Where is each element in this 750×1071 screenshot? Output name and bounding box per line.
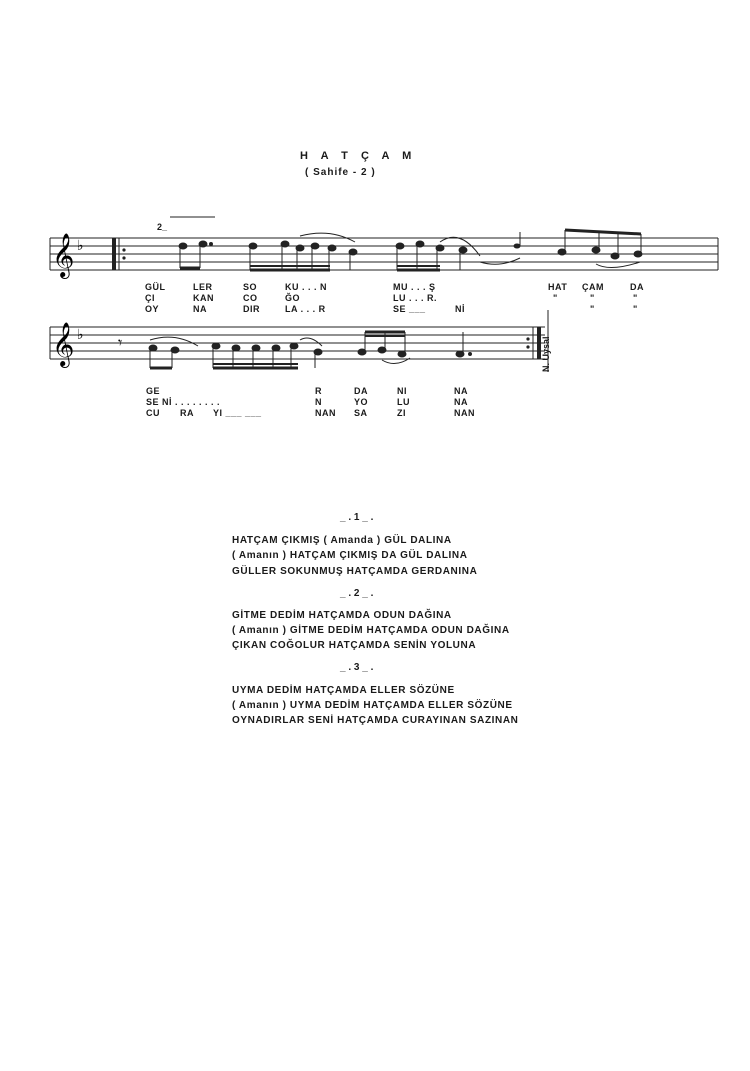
lyric-syllable: NAN [454, 408, 475, 418]
lyric-syllable: LU [397, 397, 410, 407]
verse-line: ( Amanın ) GİTME DEDİM HATÇAMDA ODUN DAĞINA [232, 625, 510, 636]
lyric-syllable: RA [180, 408, 194, 418]
notes-staff-1 [179, 230, 642, 270]
verse-number: _ . 2 _ . [340, 588, 374, 599]
page-subtitle: ( Sahife - 2 ) [305, 167, 376, 178]
lyric-syllable: R [315, 386, 322, 396]
lyric-syllable: CU [146, 408, 160, 418]
song-title: H A T Ç A M [300, 150, 417, 162]
lyric-syllable: YO [354, 397, 369, 407]
lyric-syllable: YI ___ ___ [213, 408, 262, 418]
lyric-syllable: DIR [243, 304, 260, 314]
lyric-syllable: KU . . . N [285, 282, 328, 292]
ending-marker: 2_ [157, 222, 168, 232]
verse-number: _ . 3 _ . [340, 662, 374, 673]
lyric-syllable: ĞO [285, 293, 301, 303]
treble-clef-icon: 𝄞 [52, 322, 75, 366]
music-notation [0, 0, 750, 450]
lyric-line-1-1: GÜL [145, 282, 166, 292]
lyric-syllable: NA [454, 386, 468, 396]
verse-line: ÇIKAN COĞOLUR HATÇAMDA SENİN YOLUNA [232, 640, 477, 651]
verse-line: HATÇAM ÇIKMIŞ ( Amanda ) GÜL DALINA [232, 535, 452, 546]
verse-line: GÜLLER SOKUNMUŞ HATÇAMDA GERDANINA [232, 566, 478, 577]
lyric-syllable: SE Nİ . . . . . . . . [146, 397, 221, 407]
lyric-syllable: OY [145, 304, 160, 314]
lyric-syllable: ÇI [145, 293, 155, 303]
lyric-syllable: NAN [315, 408, 336, 418]
flat-icon: ♭ [77, 238, 84, 254]
lyric-syllable: " [553, 293, 558, 303]
lyric-syllable: CO [243, 293, 258, 303]
lyric-syllable: GE [146, 386, 161, 396]
lyric-syllable: " [633, 293, 638, 303]
lyric-syllable: ÇAM [582, 282, 604, 292]
treble-clef-icon: 𝄞 [52, 233, 75, 277]
verse-line: UYMA DEDİM HATÇAMDA ELLER SÖZÜNE [232, 685, 455, 696]
lyric-syllable: N [315, 397, 322, 407]
lyric-syllable: NA [454, 397, 468, 407]
notes-staff-2 [149, 332, 472, 368]
lyric-syllable: SA [354, 408, 368, 418]
lyric-syllable: Nİ [455, 304, 465, 314]
lyric-syllable: SO [243, 282, 258, 292]
rest-icon: 𝄾 [118, 333, 123, 352]
lyric-syllable: DA [630, 282, 644, 292]
lyric-syllable: NA [193, 304, 207, 314]
lyric-syllable: LER [193, 282, 213, 292]
verse-line: ( Amanın ) UYMA DEDİM HATÇAMDA ELLER SÖZÜNE [232, 700, 513, 711]
lyric-syllable: SE ___ [393, 304, 426, 314]
verse-number: _ . 1 _ . [340, 512, 374, 523]
lyric-syllable: LU . . . R. [393, 293, 438, 303]
lyric-syllable: " [590, 293, 595, 303]
verse-line: OYNADIRLAR SENİ HATÇAMDA CURAYINAN SAZINAN [232, 715, 519, 726]
lyric-syllable: " [633, 304, 638, 314]
flat-icon: ♭ [77, 327, 84, 343]
verse-line: ( Amanın ) HATÇAM ÇIKMIŞ DA GÜL DALINA [232, 550, 468, 561]
lyric-syllable: NI [397, 386, 407, 396]
lyric-syllable: MU . . . Ş [393, 282, 436, 292]
lyric-syllable: ZI [397, 408, 406, 418]
slurs-staff-2 [150, 337, 410, 363]
lyric-syllable: DA [354, 386, 368, 396]
verse-line: GİTME DEDİM HATÇAMDA ODUN DAĞINA [232, 610, 452, 621]
lyric-syllable: LA . . . R [285, 304, 326, 314]
lyric-syllable: " [590, 304, 595, 314]
lyric-syllable: KAN [193, 293, 214, 303]
composer-name: N. Uysal [541, 336, 551, 372]
lyric-syllable: HAT [548, 282, 568, 292]
